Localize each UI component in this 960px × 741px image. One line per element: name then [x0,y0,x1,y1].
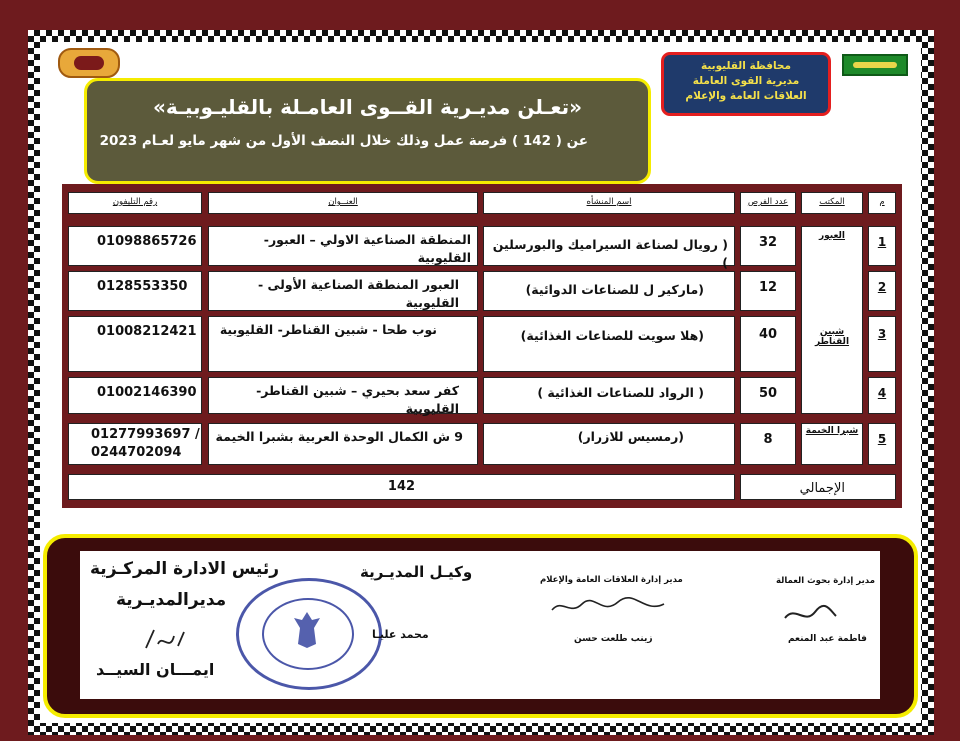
row-5-company: (رمسيس للازرار) [483,423,735,465]
header-count: عدد الفرص [740,192,796,214]
row-3-company: (هلا سويت للصناعات الغذائية) [483,316,735,372]
row-1-count: 32 [740,226,796,266]
row-3-count: 40 [740,316,796,372]
row-4-index: 4 [868,377,896,414]
row-2-company: (ماركير ل للصناعات الدوائية) [483,271,735,311]
row-2-address: العبور المنطقة الصناعية الأولى - القليوبية [208,271,478,311]
sig-1-title: مدير إدارة بحوث العمالة [776,576,875,586]
signature-2-mark [548,594,668,620]
office-shubra: شبرا الخيمة [801,423,863,465]
flag-banner-icon [842,54,908,76]
sig-2-title: مدير إدارة العلاقات العامة والإعلام [540,575,683,585]
row-1-company: ( رويال لصناعة السيراميك والبورسلين ) [483,226,735,266]
organization-box [661,52,831,116]
header-company: اسم المنشأه [483,192,735,214]
row-2-count: 12 [740,271,796,311]
eagle-icon [292,610,322,650]
office-obour: العبور [818,231,846,241]
org-line-2: مديرية القوى العاملة [692,75,800,87]
page-subtitle: عن ( 142 ) فرصة عمل وذلك خلال النصف الأول من شهر مايو لعـام 2023 [99,133,588,149]
sig-4-title-1: رئيس الادارة المركـزية [90,559,279,579]
header-office: المكتب [801,192,863,214]
sig-1-name: فاطمة عبد المنعم [788,634,867,644]
row-5-count: 8 [740,423,796,465]
org-line-3: العلاقات العامة والإعلام [685,90,807,102]
page-title: «تعـلن مديـرية القــوى العامـلة بالقليـوبيـة» [152,95,583,119]
total-value: 142 [68,474,735,500]
row-1-phone: 01098865726 [68,226,202,266]
header-index: م [868,192,896,214]
row-4-count: 50 [740,377,796,414]
row-5-phone-1: 01277993697 / [91,427,200,442]
row-1-address: المنطقة الصناعية الاولي – العبور- القليوبية [208,226,478,266]
signature-1-mark [780,600,840,626]
row-5-phone-2: 0244702094 [91,445,182,460]
row-3-address: نوب طحا - شبين القناطر- القليوبية [208,316,478,372]
office-cell-obour-shebin [801,226,863,414]
sig-4-title-2: مديرالمديـرية [116,590,227,610]
row-5-index: 5 [868,423,896,465]
row-5-phone [68,423,202,465]
header-phone: رقم التليفون [68,192,202,214]
org-line-1: محافظة القليوبية [701,60,791,72]
sig-2-name: زينب طلعت حسن [574,634,653,644]
signature-4-mark [140,626,190,654]
office-shebin: شبين القناطر [814,327,850,347]
row-2-phone: 0128553350 [68,271,202,311]
row-4-phone: 01002146390 [68,377,202,414]
row-5-address: 9 ش الكمال الوحدة العربية بشبرا الخيمة [208,423,478,465]
row-1-index: 1 [868,226,896,266]
announcement-title-box [84,78,651,184]
total-label: الإجمالي [740,474,896,500]
sig-3-title: وكيـل المديـرية [360,563,473,581]
header-address: العنــوان [208,192,478,214]
row-4-company: ( الرواد للصناعات الغذائية ) [483,377,735,414]
row-3-phone: 01008212421 [68,316,202,372]
sig-3-name: محمد عليـا [372,628,429,641]
sig-4-name: ايمـــان السيــد [96,660,215,679]
row-4-address: كفر سعد بحيري – شبين القناطر- القليوبية [208,377,478,414]
row-3-index: 3 [868,316,896,372]
ministry-emblem-icon [58,48,120,78]
row-2-index: 2 [868,271,896,311]
